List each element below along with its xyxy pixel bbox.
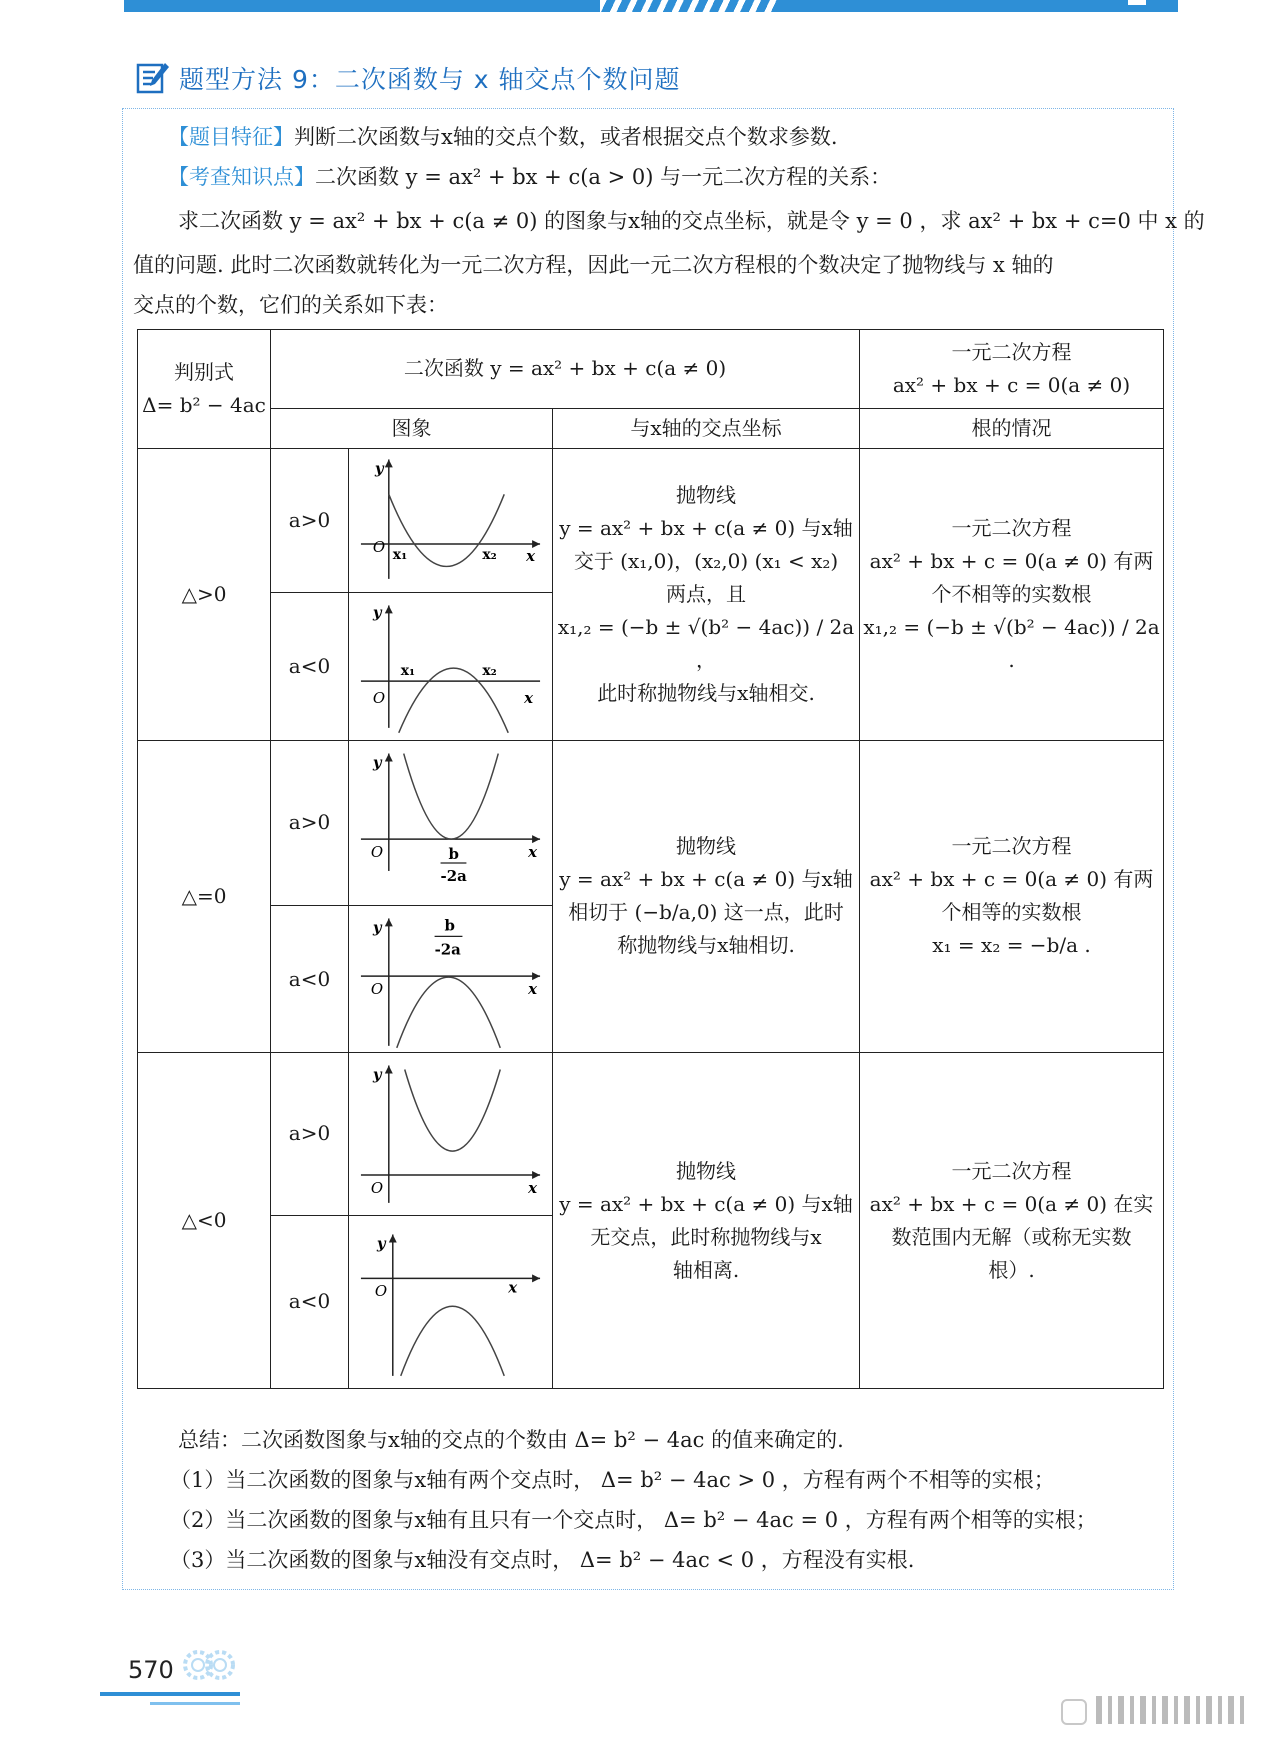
x-axis-label: x [526, 546, 536, 565]
x2-label: x₂ [482, 546, 497, 563]
graph-cell [349, 448, 553, 592]
page-number: 570 [128, 1656, 174, 1684]
graph-one-root-down [349, 906, 552, 1052]
y-axis-label: y [376, 1234, 386, 1253]
a-positive-label: a>0 [271, 448, 349, 592]
y-axis-label: y [374, 459, 384, 478]
graph-no-root-up [349, 1053, 552, 1214]
x-axis-label: x [528, 842, 538, 861]
header-equation: 一元二次方程 ax² + bx + c = 0(a ≠ 0) [860, 330, 1164, 409]
edit-note-icon [135, 60, 171, 96]
vertex-numerator: b [448, 844, 459, 863]
origin-label: O [372, 537, 386, 556]
header-intersection: 与x轴的交点坐标 [553, 408, 860, 448]
summary-line-3: （3）当二次函数的图象与x轴没有交点时， Δ= b² − 4ac < 0 ，方程没有实根. [170, 1548, 915, 1572]
graph-cell [349, 905, 553, 1052]
header-equation-formula: ax² + bx + c = 0(a ≠ 0) [892, 372, 1131, 397]
delta-positive: △>0 [138, 448, 271, 740]
delta-negative: △<0 [138, 1053, 271, 1389]
origin-label: O [372, 689, 386, 708]
header-graph: 图象 [271, 408, 553, 448]
page-underline [100, 1692, 240, 1696]
graph-cell [349, 593, 553, 740]
header-function: 二次函数 y = ax² + bx + c(a ≠ 0) [271, 330, 860, 409]
graph-two-roots-up [349, 449, 552, 592]
x1-label: x₁ [392, 546, 408, 563]
roots-cell: 一元二次方程 ax² + bx + c = 0(a ≠ 0) 有两 个相等的实数根 x₁ = x₂ = −b/a . [860, 740, 1164, 1053]
vertex-numerator: b [444, 916, 455, 935]
graph-cell [349, 1215, 553, 1388]
body-line-3: 交点的个数，它们的关系如下表： [133, 293, 448, 317]
header-roots: 根的情况 [860, 408, 1164, 448]
graph-cell [349, 740, 553, 905]
roots-formula: x₁,₂ = (−b ± √(b² − 4ac)) / 2a . [863, 614, 1160, 672]
summary-line-0: 总结：二次函数图象与x轴的交点的个数由 Δ= b² − 4ac 的值来确定的. [178, 1428, 844, 1452]
roots-cell: 一元二次方程 ax² + bx + c = 0(a ≠ 0) 在实 数范围内无解（或称无实数 根）. [860, 1053, 1164, 1389]
vertex-denominator: -2a [440, 866, 467, 885]
roots-cell: 一元二次方程 ax² + bx + c = 0(a ≠ 0) 有两 个不相等的实数根 x₁,₂ = (−b ± √(b² − 4ac)) / 2a . [860, 448, 1164, 740]
x-axis-label: x [528, 979, 538, 998]
x2-label: x₂ [482, 663, 497, 680]
roots-formula: x₁,₂ = (−b ± √(b² − 4ac)) / 2a ， [557, 614, 855, 672]
intersection-cell: 抛物线 y = ax² + bx + c(a ≠ 0) 与x轴 交于 (x₁,0)，(x₂,0) (x₁ < x₂) 两点，且 x₁,₂ = (−b ± √(b² − 4ac)) / 2a ， 此时称抛物线与x轴相交. [553, 448, 860, 740]
y-axis-label: y [372, 752, 382, 771]
summary-line-1: （1）当二次函数的图象与x轴有两个交点时， Δ= b² − 4ac > 0 ，方程有两个不相等的实根； [170, 1468, 1055, 1492]
body-line-2: 值的问题. 此时二次函数就转化为一元二次方程，因此一元二次方程根的个数决定了抛物线与 x 轴的 [133, 253, 1054, 277]
graph-two-roots-down [349, 593, 552, 739]
feature-paragraph [168, 122, 838, 152]
feature-text: 判断二次函数与x轴的交点个数，或者根据交点个数求参数. [294, 125, 838, 149]
y-axis-label: y [372, 603, 382, 622]
graph-no-root-down [349, 1216, 552, 1388]
graph-cell [349, 1053, 553, 1215]
intersection-cell: 抛物线 y = ax² + bx + c(a ≠ 0) 与x轴 相切于 (−b/a,0) 这一点，此时 称抛物线与x轴相切. [553, 740, 860, 1053]
y-axis-label: y [372, 1065, 382, 1084]
a-negative-label: a<0 [271, 593, 349, 740]
x-axis-label: x [524, 689, 534, 708]
a-negative-label: a<0 [271, 1215, 349, 1388]
origin-label: O [370, 842, 384, 861]
delta-zero: △=0 [138, 740, 271, 1053]
origin-label: O [370, 1179, 384, 1198]
barcode-watermark-icon [1060, 1690, 1260, 1730]
gear-icon [180, 1640, 238, 1690]
relation-table [137, 329, 1164, 1389]
summary-line-2: （2）当二次函数的图象与x轴有且只有一个交点时， Δ= b² − 4ac = 0 ，方程有两个相等的实根； [170, 1508, 1097, 1532]
top-bar-notch [1128, 0, 1146, 5]
x1-label: x₁ [400, 663, 416, 680]
knowledge-paragraph [168, 162, 891, 192]
page-underline-secondary [150, 1702, 240, 1705]
feature-tag: 【题目特征】 [168, 125, 294, 149]
knowledge-tag: 【考查知识点】 [168, 165, 315, 189]
header-discriminant-formula: Δ= b² − 4ac [142, 392, 266, 417]
origin-label: O [370, 979, 384, 998]
section-title [135, 58, 681, 98]
knowledge-text: 二次函数 y = ax² + bx + c(a > 0) 与一元二次方程的关系： [315, 165, 892, 189]
y-axis-label: y [372, 918, 382, 937]
roots-formula: x₁ = x₂ = −b/a . [932, 933, 1091, 958]
x-axis-label: x [508, 1277, 518, 1296]
header-discriminant: 判别式 Δ= b² − 4ac [138, 330, 271, 449]
a-positive-label: a>0 [271, 740, 349, 905]
x-axis-label: x [528, 1179, 538, 1198]
top-bar-stripes [600, 0, 780, 12]
origin-label: O [374, 1281, 388, 1300]
a-positive-label: a>0 [271, 1053, 349, 1215]
intersection-cell: 抛物线 y = ax² + bx + c(a ≠ 0) 与x轴 无交点，此时称抛物线与x 轴相离. [553, 1053, 860, 1389]
section-title-text: 题型方法 9：二次函数与 x 轴交点个数问题 [179, 65, 681, 94]
vertex-denominator: -2a [434, 940, 461, 959]
a-negative-label: a<0 [271, 905, 349, 1052]
body-line-1: 求二次函数 y = ax² + bx + c(a ≠ 0) 的图象与x轴的交点坐标，就是令 y = 0 ，求 ax² + bx + c=0 中 x 的 [178, 209, 1205, 233]
graph-one-root-up [349, 741, 552, 905]
